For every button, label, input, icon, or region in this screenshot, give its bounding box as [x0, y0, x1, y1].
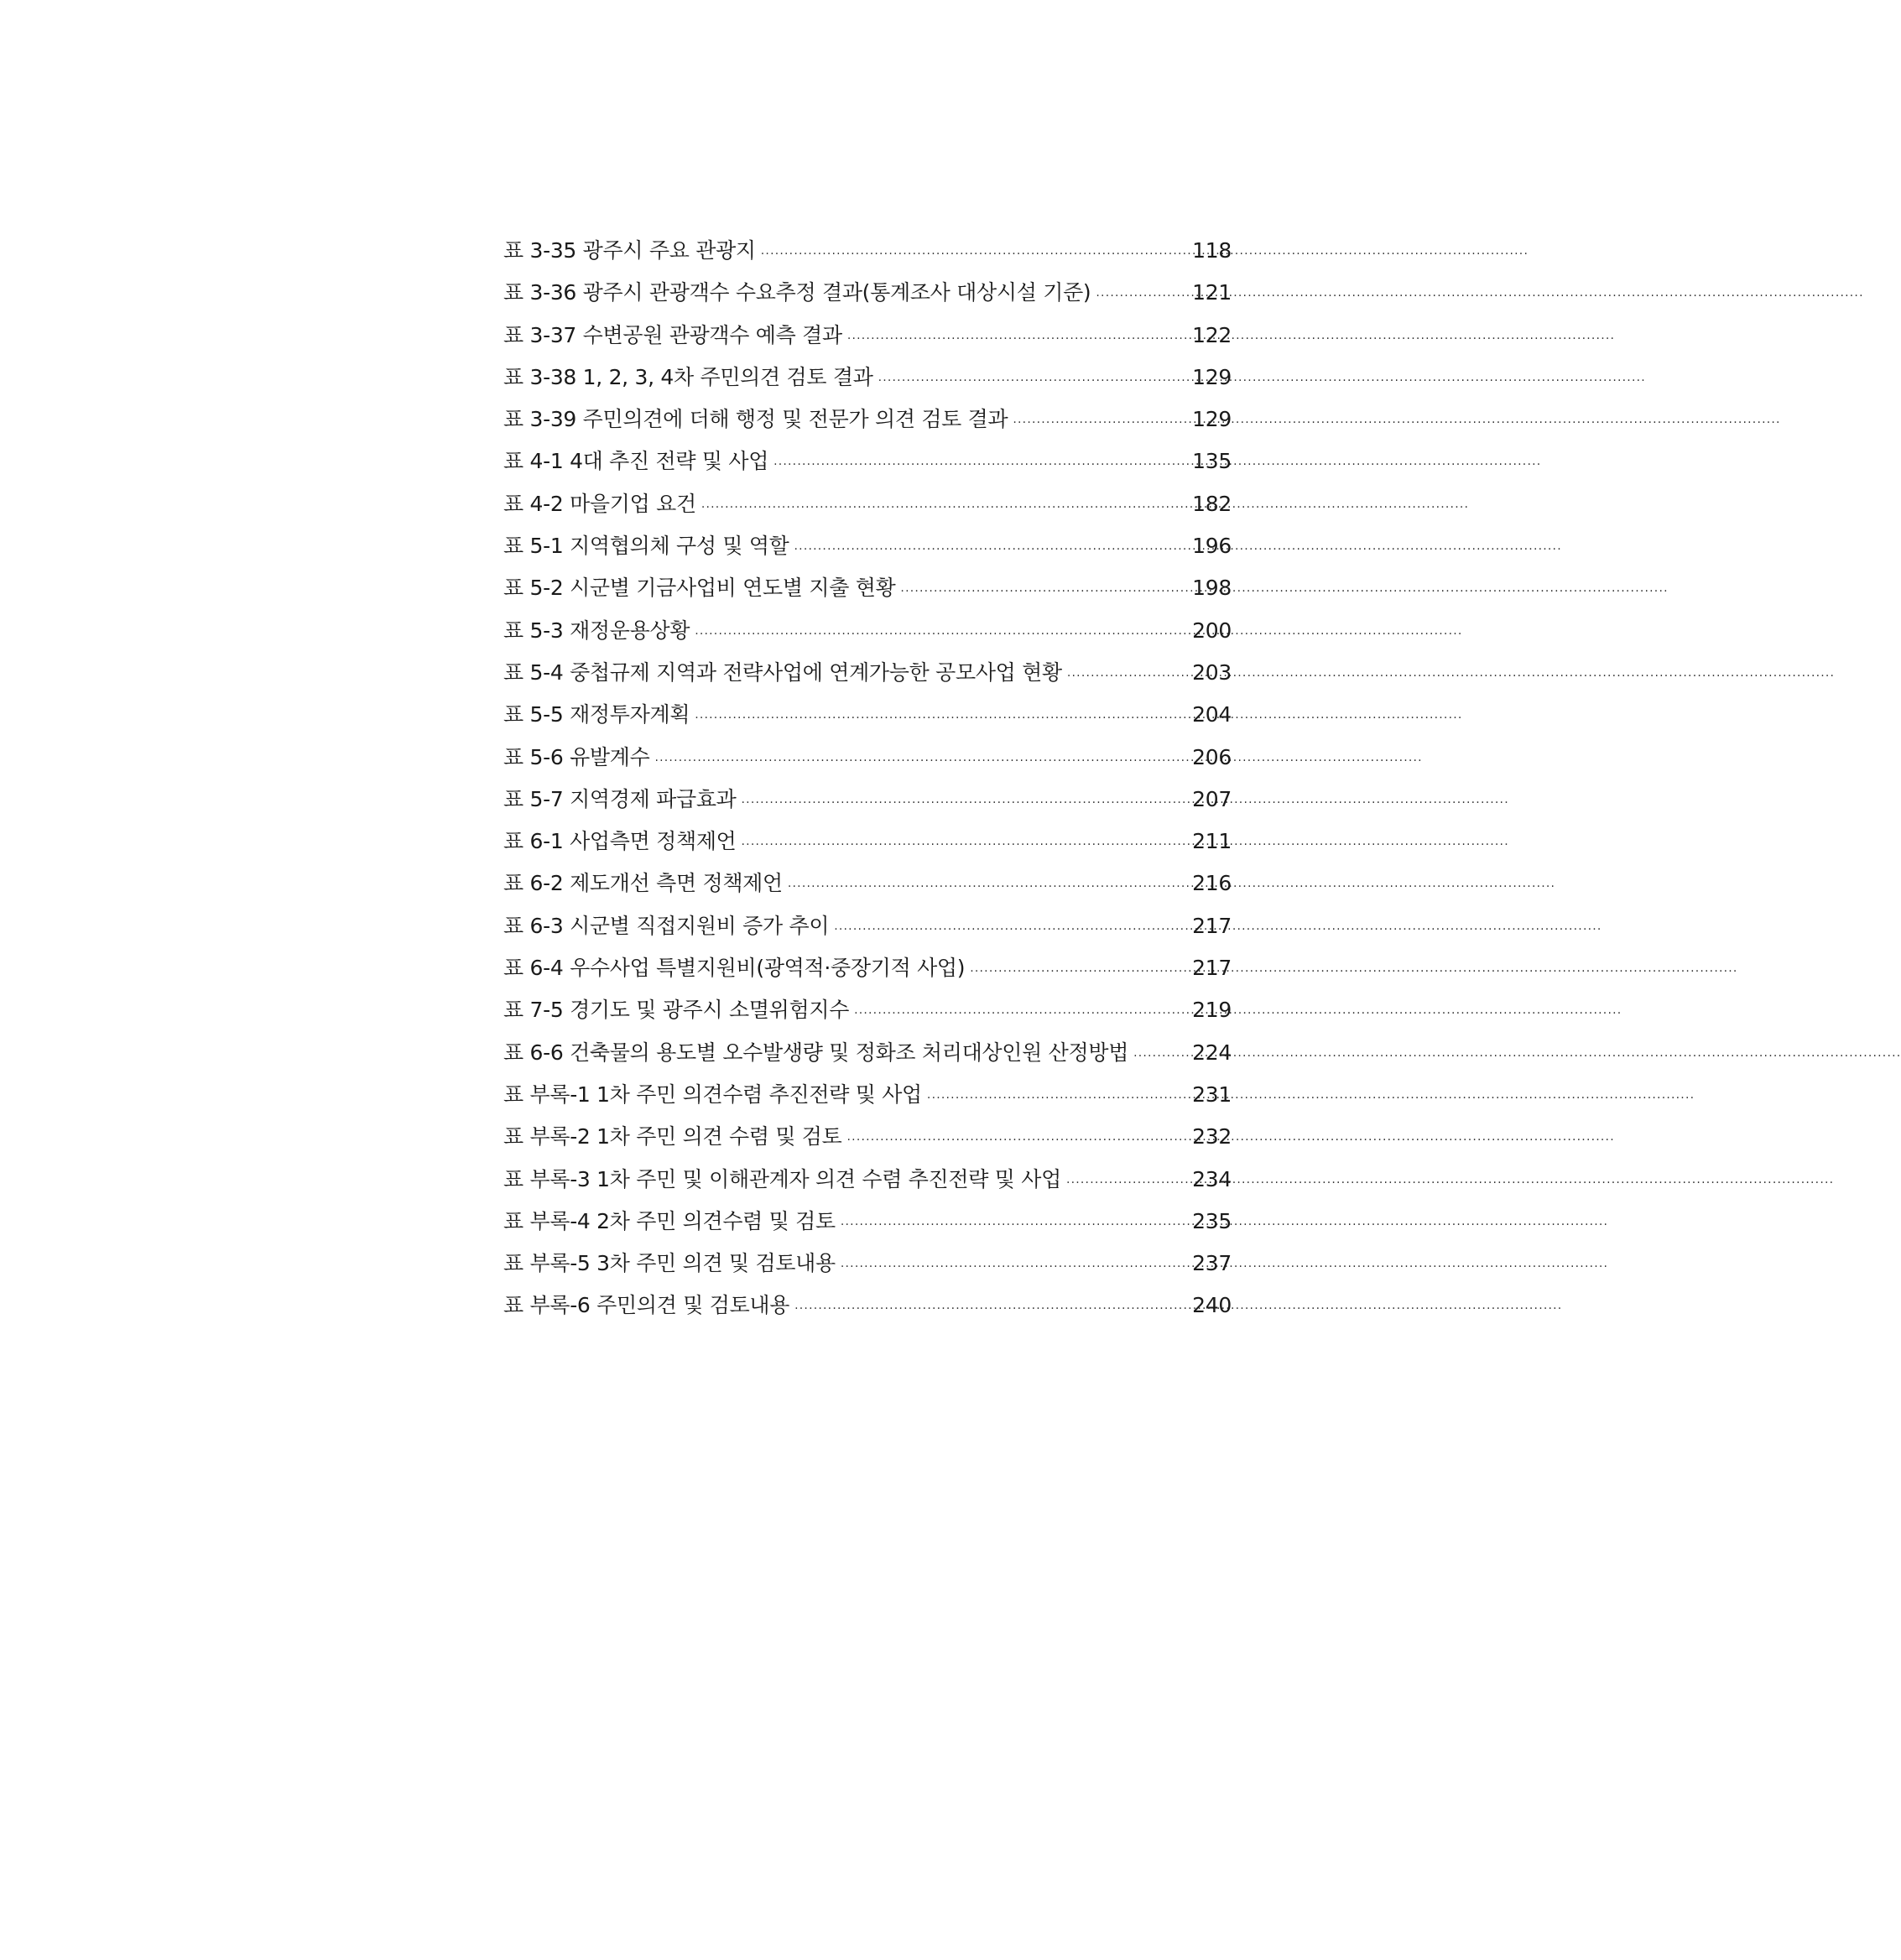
toc-entry	[503, 989, 1232, 1031]
dot-leader	[834, 909, 1187, 951]
dot-leader	[847, 318, 1187, 360]
dot-leader	[701, 487, 1187, 529]
toc-entry-page: 237	[1192, 1251, 1232, 1276]
toc-entry	[503, 610, 1232, 652]
dot-leader	[761, 233, 1187, 275]
toc-entry-page: 217	[1192, 913, 1232, 938]
toc-entry-title: 표 7-5 경기도 및 광주시 소멸위험지수	[503, 998, 850, 1023]
toc-entry-page: 203	[1192, 659, 1232, 685]
dot-leader	[695, 613, 1187, 655]
dot-leader	[742, 824, 1188, 866]
toc-entry-page: 216	[1192, 871, 1232, 896]
toc-entry-page: 234	[1192, 1166, 1232, 1191]
toc-entry-page: 135	[1192, 449, 1232, 474]
toc-entry-title: 표 부록-1 1차 주민 의견수렴 추진전략 및 사업	[503, 1082, 922, 1107]
toc-entry	[503, 1032, 1232, 1074]
toc-entry-page: 240	[1192, 1293, 1232, 1318]
toc-entry	[503, 821, 1232, 863]
toc-entry-page: 200	[1192, 618, 1232, 643]
toc-entry-title: 표 3-36 광주시 관광객수 수요추정 결과(통계조사 대상시설 기준)	[503, 280, 1091, 305]
toc-entry-page: 232	[1192, 1124, 1232, 1149]
toc-entry-page: 182	[1192, 491, 1232, 516]
toc-entry-title: 표 5-5 재정투자계획	[503, 702, 690, 727]
toc-entry-title: 표 5-1 지역협의체 구성 및 역할	[503, 534, 789, 559]
toc-entry-page: 206	[1192, 744, 1232, 769]
toc-entry	[503, 652, 1232, 694]
toc-entry-title: 표 6-6 건축물의 용도별 오수발생량 및 정화조 처리대상인원 산정방법	[503, 1040, 1129, 1065]
dot-leader	[1067, 655, 1187, 697]
dot-leader	[794, 529, 1188, 571]
toc-entry-page: 198	[1192, 576, 1232, 601]
dot-leader	[847, 1119, 1188, 1161]
dot-leader	[654, 740, 1187, 782]
dot-leader	[970, 951, 1187, 993]
toc-entry	[503, 863, 1232, 904]
dot-leader	[742, 782, 1188, 824]
toc-entry	[503, 1074, 1232, 1116]
toc-entry-page: 118	[1192, 238, 1232, 263]
dot-leader	[773, 444, 1187, 486]
toc-entry	[503, 357, 1232, 399]
toc-entry-title: 표 3-35 광주시 주요 관광지	[503, 238, 756, 263]
toc-entry-title: 표 6-2 제도개선 측면 정책제언	[503, 871, 783, 896]
toc-entry-title: 표 3-37 수변공원 관광객수 예측 결과	[503, 322, 842, 347]
toc-entry-title: 표 5-2 시군별 기금사업비 연도별 지출 현황	[503, 576, 896, 601]
toc-entry	[503, 694, 1232, 736]
toc-entry-title: 표 부록-4 2차 주민 의견수렴 및 검토	[503, 1208, 836, 1233]
dot-leader	[794, 1288, 1187, 1330]
toc-entry-page: 121	[1192, 280, 1232, 305]
toc-entry	[503, 567, 1232, 609]
dot-leader	[695, 697, 1187, 739]
toc-entry	[503, 272, 1232, 314]
dot-leader	[841, 1246, 1187, 1288]
toc-entry-title: 표 5-3 재정운용상황	[503, 618, 690, 643]
toc-entry	[503, 1285, 1232, 1327]
toc-entry	[503, 525, 1232, 567]
dot-leader	[1133, 1035, 1187, 1077]
toc-entry	[503, 230, 1232, 272]
toc-entry-page: 204	[1192, 702, 1232, 727]
toc-entry-page: 211	[1192, 829, 1232, 854]
toc-entry	[503, 440, 1232, 482]
toc-entry-page: 129	[1192, 364, 1232, 389]
dot-leader	[854, 993, 1187, 1035]
toc-entry-page: 196	[1192, 534, 1232, 559]
toc-entry-title: 표 6-3 시군별 직접지원비 증가 추이	[503, 913, 830, 938]
dot-leader	[1096, 275, 1187, 317]
toc-entry-title: 표 3-38 1, 2, 3, 4차 주민의견 검토 결과	[503, 364, 873, 389]
toc-entry-page: 129	[1192, 407, 1232, 432]
toc-entry	[503, 779, 1232, 821]
toc-entry-page: 122	[1192, 322, 1232, 347]
toc-entry-title: 표 6-4 우수사업 특별지원비(광역적·중장기적 사업)	[503, 956, 966, 981]
toc-entry-title: 표 부록-5 3차 주민 의견 및 검토내용	[503, 1251, 836, 1276]
toc-entry	[503, 399, 1232, 440]
dot-leader	[1066, 1162, 1187, 1204]
toc-entry-page: 217	[1192, 956, 1232, 981]
toc-entry-page: 219	[1192, 998, 1232, 1023]
toc-entry-title: 표 부록-3 1차 주민 및 이해관계자 의견 수렴 추진전략 및 사업	[503, 1166, 1061, 1191]
dot-leader	[927, 1077, 1187, 1119]
table-of-tables	[503, 230, 1232, 1327]
toc-entry	[503, 1243, 1232, 1285]
toc-entry	[503, 1159, 1232, 1201]
toc-entry-page: 224	[1192, 1040, 1232, 1065]
toc-entry	[503, 315, 1232, 357]
toc-entry-title: 표 4-2 마을기업 요건	[503, 491, 696, 516]
toc-entry-title: 표 6-1 사업측면 정책제언	[503, 829, 737, 854]
toc-entry-title: 표 부록-6 주민의견 및 검토내용	[503, 1293, 790, 1318]
dot-leader	[841, 1204, 1187, 1246]
toc-entry	[503, 1201, 1232, 1243]
toc-entry-title: 표 5-4 중첩규제 지역과 전략사업에 연계가능한 공모사업 현황	[503, 659, 1062, 685]
toc-entry-page: 231	[1192, 1082, 1232, 1107]
toc-entry-title: 표 3-39 주민의견에 더해 행정 및 전문가 의견 검토 결과	[503, 407, 1008, 432]
toc-entry-title: 표 5-6 유발계수	[503, 744, 650, 769]
toc-entry	[503, 905, 1232, 947]
toc-entry-page: 235	[1192, 1208, 1232, 1233]
toc-entry	[503, 737, 1232, 779]
toc-entry	[503, 483, 1232, 525]
dot-leader	[878, 360, 1188, 402]
toc-entry-title: 표 부록-2 1차 주민 의견 수렴 및 검토	[503, 1124, 842, 1149]
dot-leader	[1013, 402, 1187, 444]
toc-entry-title: 표 4-1 4대 추진 전략 및 사업	[503, 449, 769, 474]
toc-entry	[503, 947, 1232, 989]
toc-entry	[503, 1116, 1232, 1158]
dot-leader	[788, 866, 1187, 908]
toc-entry-page: 207	[1192, 786, 1232, 811]
dot-leader	[900, 571, 1187, 612]
toc-entry-title: 표 5-7 지역경제 파급효과	[503, 786, 737, 811]
